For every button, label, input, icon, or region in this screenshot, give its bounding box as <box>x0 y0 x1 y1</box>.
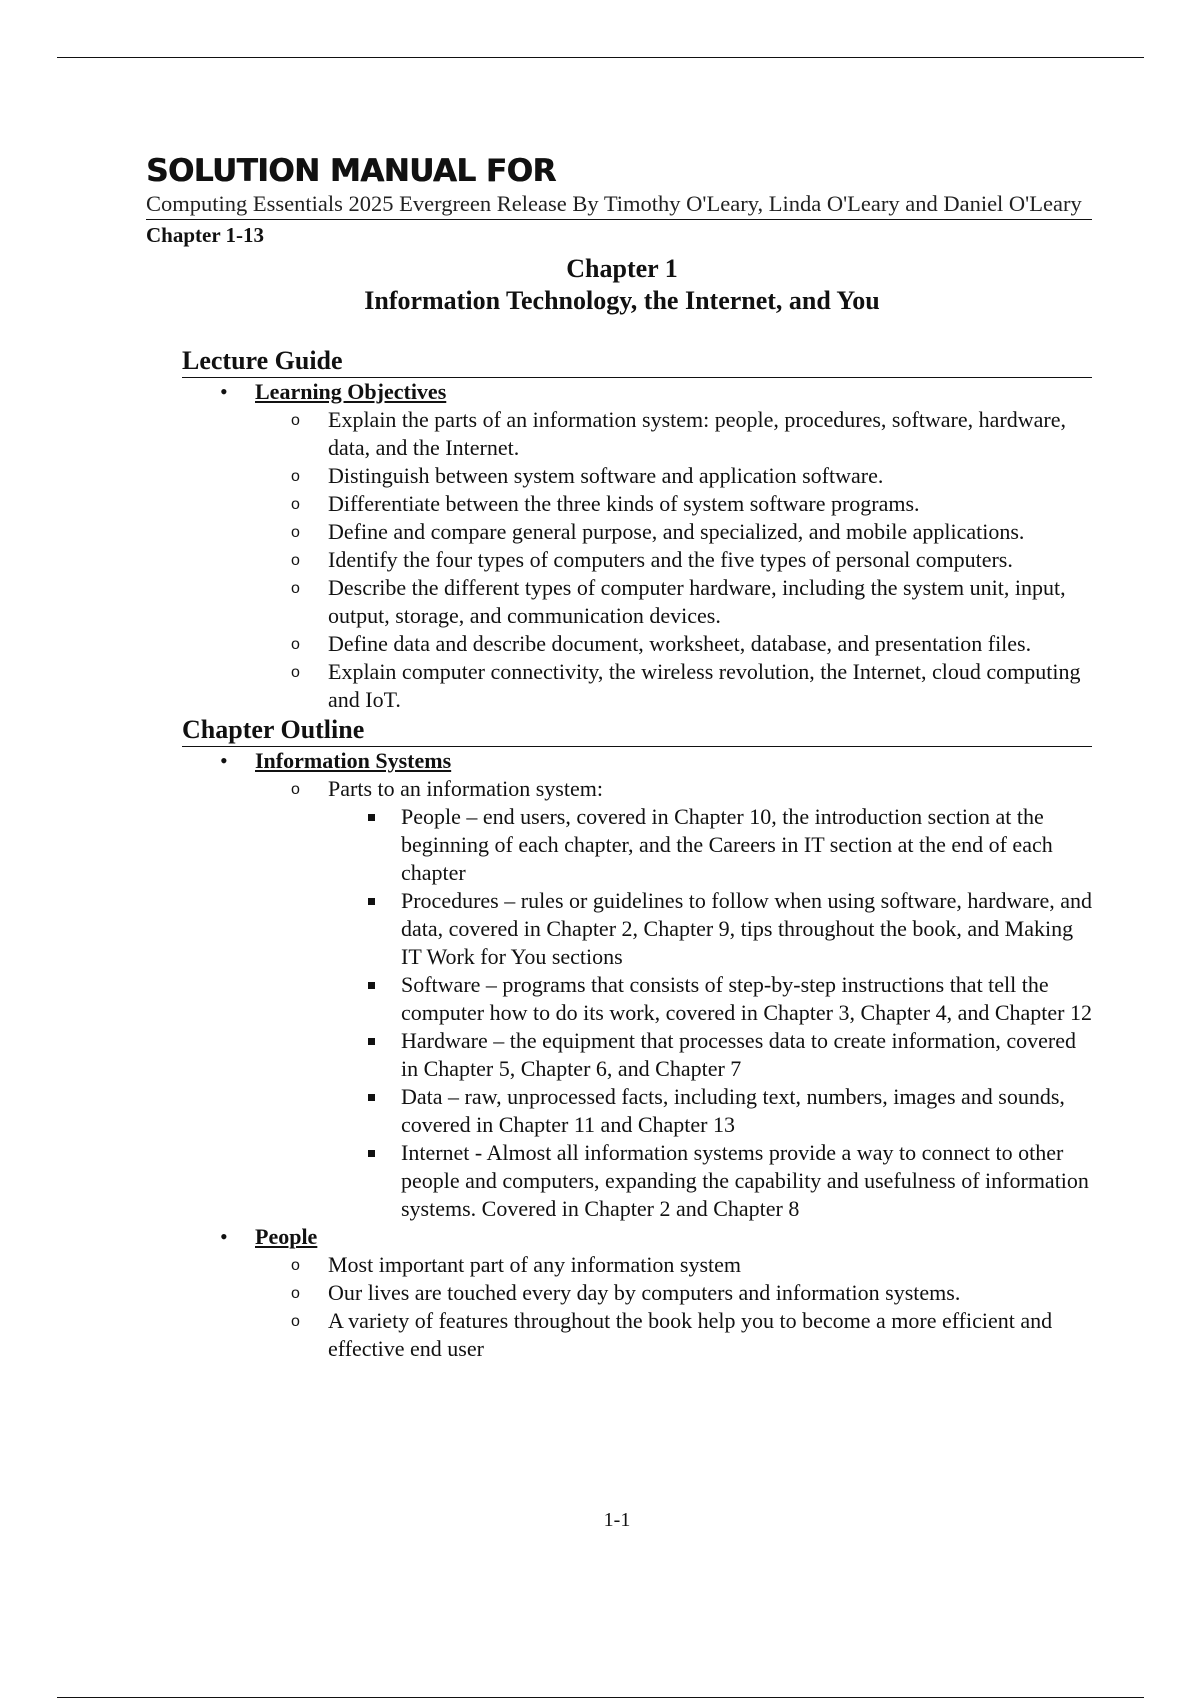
learning-objectives-item <box>182 378 1092 714</box>
bullet-icon: • <box>220 748 228 773</box>
page-number: 1-1 <box>603 1509 631 1531</box>
sub-bullet-icon: o <box>291 781 300 798</box>
objective-text: Identify the four types of computers and the five types of personal computers. <box>328 547 1013 572</box>
sub-bullet-icon: o <box>291 524 300 541</box>
sub-bullet-icon: o <box>291 636 300 653</box>
chapter-outline-heading: Chapter Outline <box>182 714 1092 747</box>
list-item <box>328 971 1092 1027</box>
chapter-number: Chapter 1 <box>566 254 678 283</box>
list-item <box>328 1139 1092 1223</box>
list-item <box>328 1027 1092 1083</box>
part-text: Procedures – rules or guidelines to follow when using software, hardware, and data, covered in Chapter 2, Chapter 9, tips throughout the book, and Making IT Work for You sections <box>401 888 1092 969</box>
lecture-guide-list <box>182 378 1092 714</box>
part-text: People – end users, covered in Chapter 10, the introduction section at the beginning of each chapter, and the Careers in IT section at the end of each chapter <box>401 804 1053 885</box>
square-bullet-icon <box>368 1094 375 1101</box>
sub-bullet-icon: o <box>291 412 300 429</box>
list-item <box>255 546 1092 574</box>
list-item <box>255 462 1092 490</box>
people-item <box>182 1223 1092 1363</box>
objective-text: Define and compare general purpose, and specialized, and mobile applications. <box>328 519 1025 544</box>
information-systems-intro: Parts to an information system: <box>328 776 603 801</box>
list-item <box>328 803 1092 887</box>
objectives-list <box>255 406 1092 714</box>
square-bullet-icon <box>368 1150 375 1157</box>
sub-bullet-icon: o <box>291 1257 300 1274</box>
list-item <box>328 887 1092 971</box>
part-text: Data – raw, unprocessed facts, including text, numbers, images and sounds, covered in Chapter 11 and Chapter 13 <box>401 1084 1065 1137</box>
part-text: Hardware – the equipment that processes data to create information, covered in Chapter 5, Chapter 6, and Chapter 7 <box>401 1028 1076 1081</box>
information-systems-topic: Information Systems <box>255 748 452 773</box>
information-systems-list <box>255 775 1092 1223</box>
bottom-rule <box>57 1697 1144 1698</box>
list-item <box>255 406 1092 462</box>
list-item <box>255 1307 1092 1363</box>
solution-manual-banner: SOLUTION MANUAL FOR <box>146 153 556 189</box>
list-item <box>255 630 1092 658</box>
information-systems-item <box>182 747 1092 1223</box>
part-text: Internet - Almost all information systems provide a way to connect to other people and computers, expanding the capability and usefulness of information systems. Covered in Chapter 2 and Chapter 8 <box>401 1140 1089 1221</box>
learning-objectives-topic: Learning Objectives <box>255 379 447 404</box>
objective-text: Explain the parts of an information system: people, procedures, software, hardware, data, and the Internet. <box>328 407 1066 460</box>
objective-text: Distinguish between system software and application software. <box>328 463 884 488</box>
list-item <box>255 574 1092 630</box>
list-item <box>255 518 1092 546</box>
square-bullet-icon <box>368 898 375 905</box>
square-bullet-icon <box>368 814 375 821</box>
document-page <box>146 152 1092 1363</box>
list-item <box>255 1279 1092 1307</box>
bullet-icon: • <box>220 379 228 404</box>
sub-bullet-icon: o <box>291 496 300 513</box>
bullet-icon: • <box>220 1224 228 1249</box>
objective-text: Differentiate between the three kinds of system software programs. <box>328 491 920 516</box>
sub-bullet-icon: o <box>291 1285 300 1302</box>
chapter-title: Information Technology, the Internet, and You <box>364 286 880 315</box>
sub-bullet-icon: o <box>291 552 300 569</box>
chapter-range: Chapter 1-13 <box>146 223 265 247</box>
people-topic: People <box>255 1224 318 1249</box>
lecture-guide-section <box>182 345 1092 1363</box>
sub-bullet-icon: o <box>291 468 300 485</box>
information-system-parts-list <box>328 803 1092 1223</box>
objective-text: Explain computer connectivity, the wireless revolution, the Internet, cloud computing and IoT. <box>328 659 1081 712</box>
top-rule <box>57 57 1144 58</box>
list-item <box>255 490 1092 518</box>
objective-text: Define data and describe document, worksheet, database, and presentation files. <box>328 631 1032 656</box>
sub-bullet-icon: o <box>291 664 300 681</box>
objective-text: Describe the different types of computer hardware, including the system unit, input, output, storage, and communication devices. <box>328 575 1066 628</box>
lecture-guide-heading: Lecture Guide <box>182 345 1092 378</box>
sub-bullet-icon: o <box>291 580 300 597</box>
list-item <box>255 775 1092 1223</box>
part-text: Software – programs that consists of step-by-step instructions that tell the computer how to do its work, covered in Chapter 3, Chapter 4, and Chapter 12 <box>401 972 1093 1025</box>
list-item <box>255 658 1092 714</box>
square-bullet-icon <box>368 982 375 989</box>
list-item <box>255 1251 1092 1279</box>
people-point-text: A variety of features throughout the book help you to become a more efficient and effective end user <box>328 1308 1053 1361</box>
people-list <box>255 1251 1092 1363</box>
list-item <box>328 1083 1092 1139</box>
chapter-outline-list <box>182 747 1092 1363</box>
square-bullet-icon <box>368 1038 375 1045</box>
sub-bullet-icon: o <box>291 1313 300 1330</box>
book-title: Computing Essentials 2025 Evergreen Release By Timothy O'Leary, Linda O'Leary and Daniel O'Leary <box>146 190 1092 220</box>
people-point-text: Most important part of any information system <box>328 1252 742 1277</box>
people-point-text: Our lives are touched every day by computers and information systems. <box>328 1280 961 1305</box>
